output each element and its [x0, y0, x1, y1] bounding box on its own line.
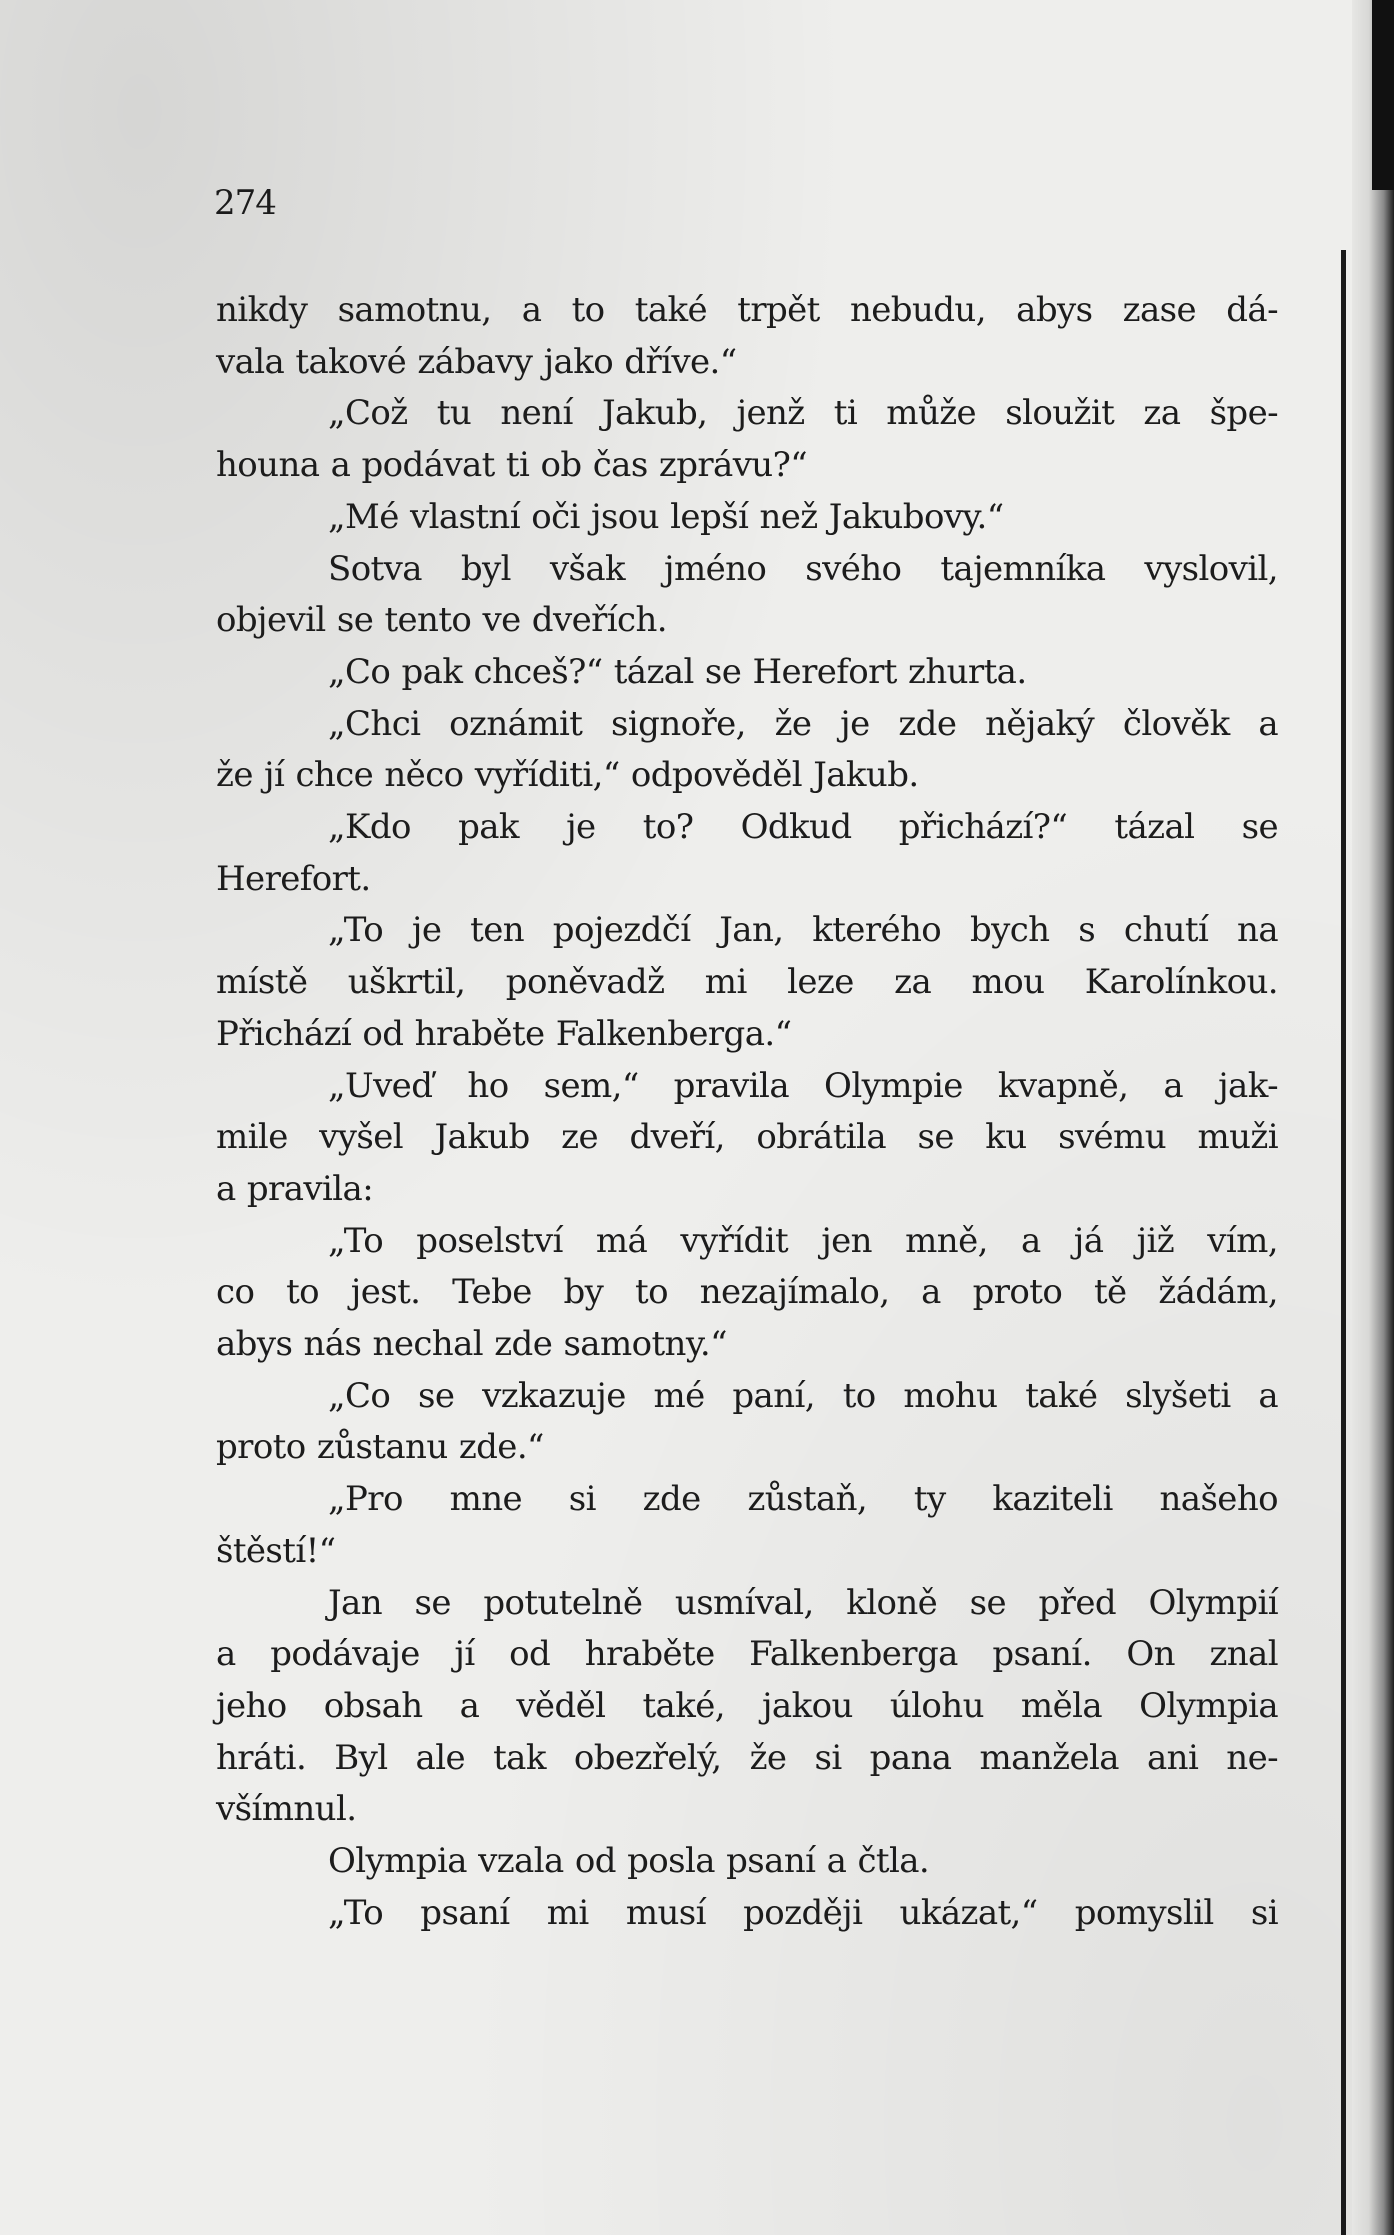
- text-line: že jí chce něco vyříditi,“ odpověděl Jakub.: [216, 755, 919, 796]
- text-line: nikdy samotnu, a to také trpět nebudu, abys zase dá-: [216, 290, 1278, 330]
- text-line: Herefort.: [216, 858, 371, 899]
- text-line: Sotva byl však jméno svého tajemníka vyslovil,: [328, 548, 1278, 589]
- text-line: „Uveď ho sem,“ pravila Olympie kvapně, a jak-: [328, 1065, 1278, 1106]
- text-line: co to jest. Tebe by to nezajímalo, a proto tě žádám,: [216, 1272, 1278, 1313]
- text-line: „To je ten pojezdčí Jan, kterého bych s chutí na: [328, 910, 1278, 951]
- text-line: Olympia vzala od posla psaní a čtla.: [328, 1841, 930, 1882]
- body-text: [216, 285, 1278, 1940]
- text-line: Přichází od hraběte Falkenberga.“: [216, 1013, 792, 1054]
- text-line: „Mé vlastní oči jsou lepší než Jakubovy.“: [328, 496, 1004, 537]
- text-line: „To poselství má vyřídit jen mně, a já již vím,: [328, 1220, 1278, 1261]
- text-line: vala takové zábavy jako dříve.“: [216, 341, 737, 382]
- text-line: štěstí!“: [216, 1530, 336, 1571]
- text-line: Jan se potutelně usmíval, kloně se před Olympií: [328, 1582, 1278, 1623]
- page-number: 274: [214, 183, 276, 223]
- text-line: všímnul.: [216, 1789, 357, 1830]
- page-corner-dark: [1372, 0, 1394, 190]
- text-line: „To psaní mi musí později ukázat,“ pomyslil si: [328, 1892, 1278, 1933]
- text-line: mile vyšel Jakub ze dveří, obrátila se ku svému muži: [216, 1117, 1278, 1158]
- text-line: houna a podávat ti ob čas zprávu?“: [216, 445, 808, 486]
- text-line: abys nás nechal zde samotny.“: [216, 1324, 727, 1365]
- text-line: jeho obsah a věděl také, jakou úlohu měla Olympia: [216, 1685, 1278, 1726]
- text-line: hráti. Byl ale tak obezřelý, že si pana manžela ani ne-: [216, 1737, 1278, 1778]
- text-line: a podávaje jí od hraběte Falkenberga psaní. On znal: [216, 1634, 1278, 1675]
- page-edge-shadow: [1352, 0, 1394, 2235]
- text-line: „Což tu není Jakub, jenž ti může sloužit za špe-: [328, 393, 1278, 434]
- text-line: objevil se tento ve dveřích.: [216, 600, 667, 641]
- text-line: proto zůstanu zde.“: [216, 1427, 544, 1468]
- page-edge-line: [1341, 250, 1346, 2235]
- text-line: místě uškrtil, poněvadž mi leze za mou Karolínkou.: [216, 962, 1278, 1003]
- text-line: „Chci oznámit signoře, že je zde nějaký člověk a: [328, 703, 1278, 744]
- text-line: „Co se vzkazuje mé paní, to mohu také slyšeti a: [328, 1375, 1278, 1416]
- text-line: „Co pak chceš?“ tázal se Herefort zhurta.: [328, 651, 1027, 692]
- text-line: „Kdo pak je to? Odkud přichází?“ tázal se: [328, 807, 1278, 848]
- text-line: a pravila:: [216, 1168, 374, 1209]
- text-line: „Pro mne si zde zůstaň, ty kaziteli našeho: [328, 1479, 1278, 1520]
